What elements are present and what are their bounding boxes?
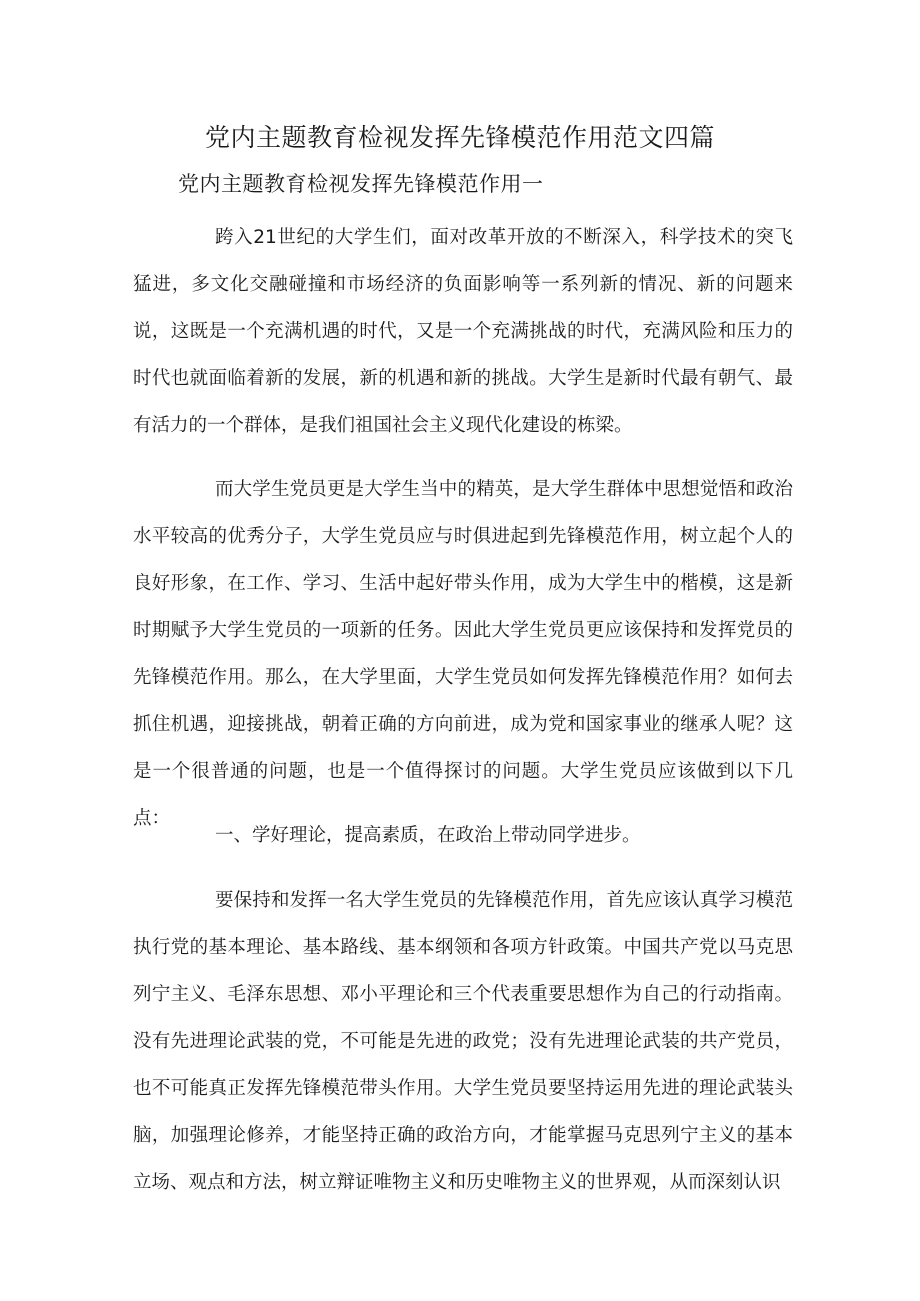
section-heading: 一、学好理论，提高素质，在政治上带动同学进步。: [215, 825, 641, 846]
body-paragraph: 而大学生党员更是大学生当中的精英，是大学生群体中思想觉悟和政治水平较高的优秀分子，大学生党员应与时俱进起到先锋模范作用，树立起个人的良好形象，在工作、学习、生活中起好带头作用，成为大学生中的楷模，这是新时期赋予大学生党员的一项新的任务。因此大学生党员更应该保持和发挥党员的先锋模范作用。那么，在大学里面，大学生党员如何发挥先锋模范作用？如何去抓住机遇，迎接挑战，朝着正确的方向前进，成为党和国家事业的继承人呢？这是一个很普通的问题，也是一个值得探讨的问题。大学生党员应该做到以下几点：: [133, 479, 793, 829]
body-paragraph: 要保持和发挥一名大学生党员的先锋模范作用，首先应该认真学习模范执行党的基本理论、基本路线、基本纲领和各项方针政策。中国共产党以马克思列宁主义、毛泽东思想、邓小平理论和三个代表重要思想作为自己的行动指南。没有先进理论武装的党，不可能是先进的政党；没有先进理论武装的共产党员，也不可能真正发挥先锋模范带头作用。大学生党员要坚持运用先进的理论武装头脑，加强理论修养，才能坚持正确的政治方向，才能掌握马克思列宁主义的基本立场、观点和方法，树立辩证唯物主义和历史唯物主义的世界观，从而深刻认识: [133, 890, 793, 1193]
section-subtitle: 党内主题教育检视发挥先锋模范作用一: [178, 172, 544, 196]
document-title: 党内主题教育检视发挥先锋模范作用范文四篇: [204, 123, 715, 152]
body-paragraph: 跨入21世纪的大学生们，面对改革开放的不断深入，科学技术的突飞猛进，多文化交融碰撞和市场经济的负面影响等一系列新的情况、新的问题来说，这既是一个充满机遇的时代，又是一个充满挑战的时代，充满风险和压力的时代也就面临着新的发展，新的机遇和新的挑战。大学生是新时代最有朝气、最有活力的一个群体，是我们祖国社会主义现代化建设的栋梁。: [133, 227, 793, 436]
